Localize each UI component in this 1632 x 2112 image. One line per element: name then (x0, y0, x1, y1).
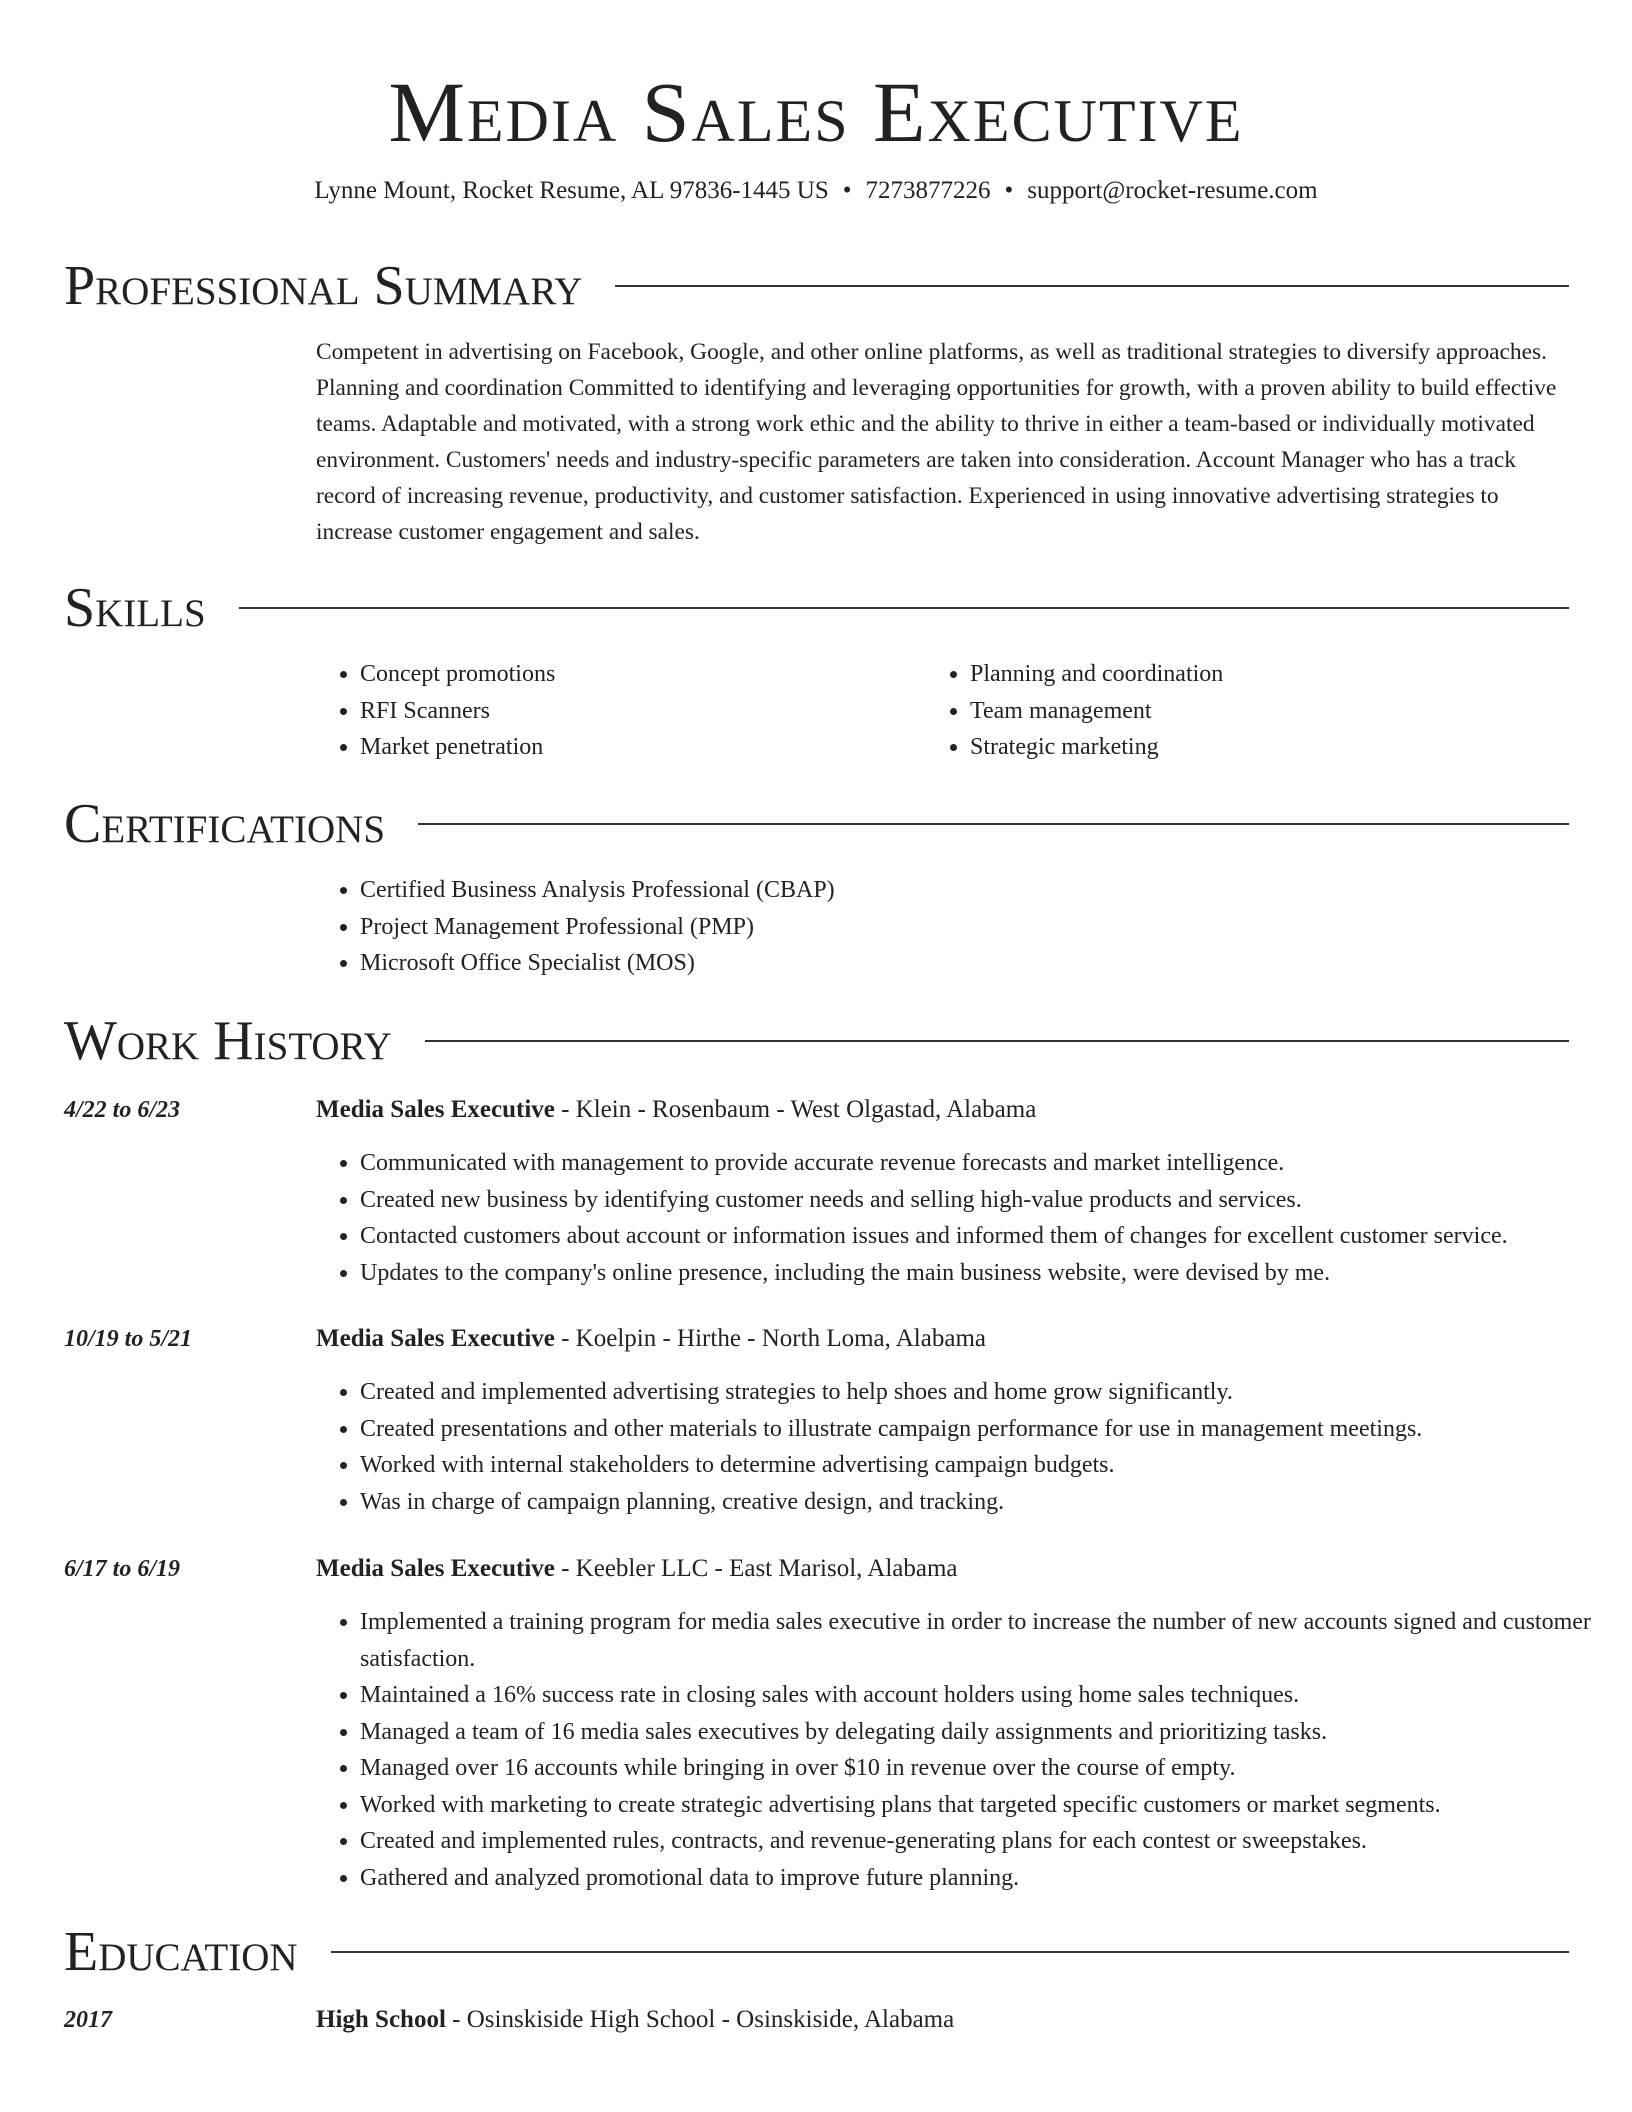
skill-item: • Market penetration (360, 729, 900, 766)
job-heading (316, 1553, 958, 1585)
job-bullet: • Managed a team of 16 media sales executives by delegating daily assignments and prioritizing tasks. (360, 1714, 1606, 1751)
section-title: Professional Summary (64, 255, 583, 317)
section-heading-skills (64, 575, 1569, 641)
section-divider (239, 607, 1569, 609)
job-bullet: • Worked with marketing to create strategic advertising plans that targeted specific customers or market segments. (360, 1787, 1606, 1824)
job-details: - Klein - Rosenbaum - West Olgastad, Alabama (554, 1096, 1037, 1123)
job-details: - Koelpin - Hirthe - North Loma, Alabama (554, 1325, 986, 1352)
job-heading (316, 1323, 986, 1355)
education-details: - Osinskiside High School - Osinskiside, Alabama (445, 2006, 955, 2033)
section-heading-work-history (64, 1008, 1569, 1074)
contact-separator: • (1004, 177, 1014, 204)
job-bullet: • Created new business by identifying customer needs and selling high-value products and services. (360, 1182, 1620, 1219)
section-title: Skills (64, 577, 206, 639)
job-bullets (316, 1145, 1620, 1291)
section-divider (331, 1951, 1569, 1953)
job-dates: 4/22 to 6/23 (64, 1097, 181, 1123)
job-bullet: • Communicated with management to provide accurate revenue forecasts and market intelligence. (360, 1145, 1620, 1182)
section-heading-summary (64, 253, 1569, 319)
section-title: Certifications (64, 793, 386, 855)
education-degree: High School (316, 2006, 446, 2033)
job-bullet: • Was in charge of campaign planning, creative design, and tracking. (360, 1484, 1620, 1521)
job-title: Media Sales Executive (316, 1325, 555, 1352)
job-bullet: • Maintained a 16% success rate in closing sales with account holders using home sales techniques. (360, 1677, 1606, 1714)
job-bullets (316, 1374, 1620, 1520)
job-heading (316, 1094, 1036, 1126)
section-divider (615, 285, 1569, 287)
job-details: - Keebler LLC - East Marisol, Alabama (554, 1555, 958, 1582)
job-dates: 6/17 to 6/19 (64, 1556, 181, 1582)
job-dates: 10/19 to 5/21 (64, 1326, 193, 1352)
section-heading-certifications (64, 791, 1569, 857)
skill-item: • Planning and coordination (970, 656, 1570, 693)
job-bullet: • Worked with internal stakeholders to determine advertising campaign budgets. (360, 1447, 1620, 1484)
skills-list-left (316, 656, 900, 766)
section-divider (425, 1040, 1569, 1042)
section-divider (418, 823, 1569, 825)
contact-email[interactable]: support@rocket-resume.com (1027, 177, 1318, 204)
job-bullet: • Created and implemented advertising strategies to help shoes and home grow significantly. (360, 1374, 1620, 1411)
job-bullet: • Created presentations and other materials to illustrate campaign performance for use in management meetings. (360, 1411, 1620, 1448)
skills-list-right (926, 656, 1570, 766)
contact-line (0, 175, 1632, 207)
job-bullets (316, 1604, 1606, 1896)
job-bullet: • Contacted customers about account or information issues and informed them of changes for excellent customer service. (360, 1218, 1620, 1255)
certification-item: • Project Management Professional (PMP) (360, 909, 1560, 946)
education-year: 2017 (64, 2007, 112, 2033)
certification-item: • Microsoft Office Specialist (MOS) (360, 945, 1560, 982)
contact-separator: • (842, 177, 852, 204)
skill-item: • Strategic marketing (970, 729, 1570, 766)
contact-address: Lynne Mount, Rocket Resume, AL 97836-1445 US (314, 177, 829, 204)
job-title: Media Sales Executive (316, 1096, 555, 1123)
skill-item: • Team management (970, 693, 1570, 730)
job-bullet: • Managed over 16 accounts while bringing in over $10 in revenue over the course of empty. (360, 1750, 1606, 1787)
section-title: Work History (64, 1010, 392, 1072)
resume-title: Media Sales Executive (388, 64, 1244, 160)
skill-item: • RFI Scanners (360, 693, 900, 730)
job-title: Media Sales Executive (316, 1555, 555, 1582)
job-bullet: • Created and implemented rules, contracts, and revenue-generating plans for each contest or sweepstakes. (360, 1823, 1606, 1860)
job-bullet: • Updates to the company's online presence, including the main business website, were devised by me. (360, 1255, 1620, 1292)
section-title: Education (64, 1921, 298, 1983)
education-heading (316, 2004, 954, 2036)
contact-phone[interactable]: 7273877226 (865, 177, 991, 204)
certification-item: • Certified Business Analysis Professional (CBAP) (360, 872, 1560, 909)
certifications-list (316, 872, 1560, 982)
section-heading-education (64, 1919, 1569, 1985)
job-bullet: • Gathered and analyzed promotional data to improve future planning. (360, 1860, 1606, 1897)
skill-item: • Concept promotions (360, 656, 900, 693)
summary-text: Competent in advertising on Facebook, Google, and other online platforms, as well as traditional strategies to diversify approaches. Planning and coordination Committed to identifying and leveraging opportunities for growth, with a proven ability to build effective teams. Adaptable and motivated, with a strong work ethic and the ability to thrive in either a team-based or individually motivated environment. Customers' needs and industry-specific parameters are taken into consideration. Account Manager who has a track record of increasing revenue, productivity, and customer satisfaction. Experienced in using innovative advertising strategies to increase customer engagement and sales. (316, 339, 1557, 545)
job-bullet: • Implemented a training program for media sales executive in order to increase the number of new accounts signed and customer satisfaction. (360, 1604, 1606, 1677)
